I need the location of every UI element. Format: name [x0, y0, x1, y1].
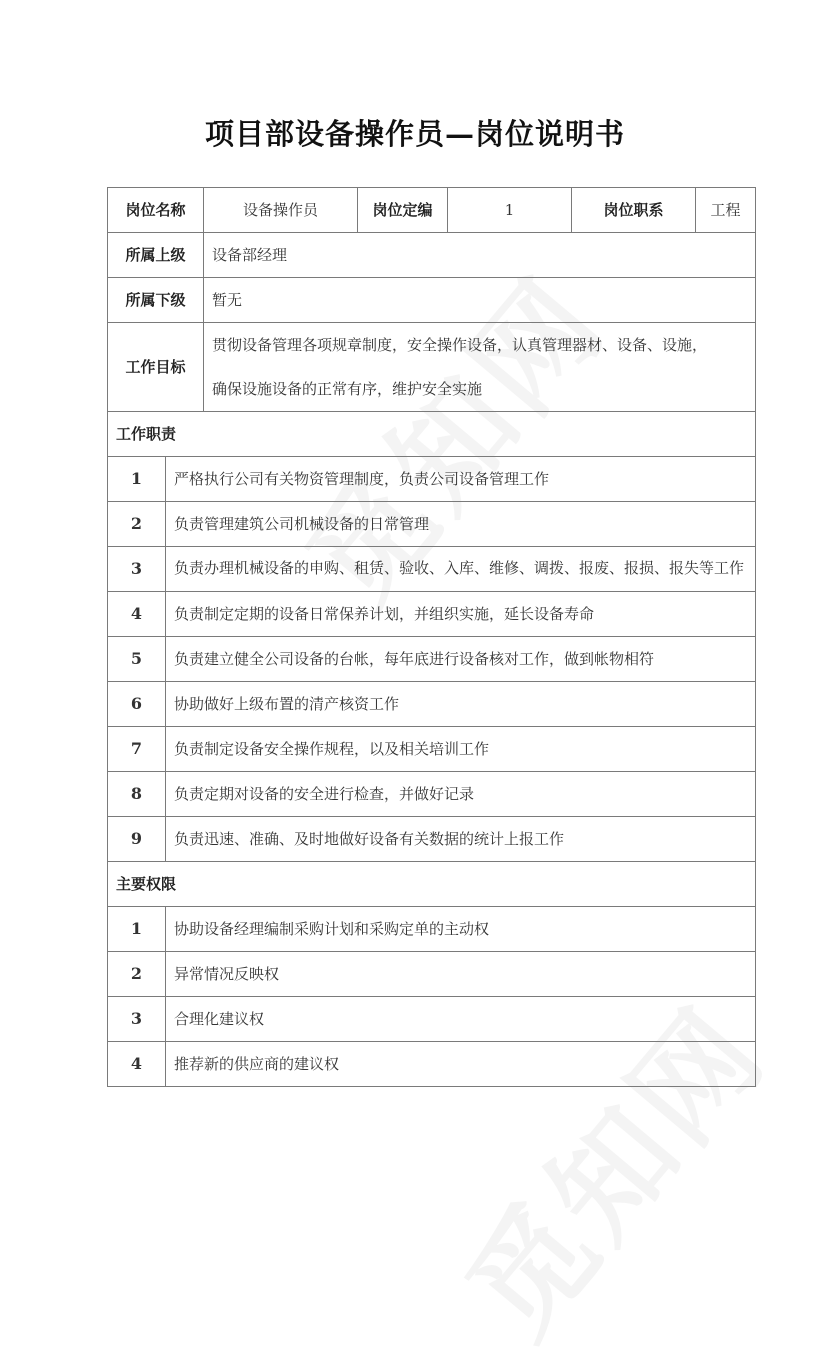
duty-number: 2 — [108, 502, 166, 547]
authority-text: 异常情况反映权 — [166, 952, 756, 997]
authority-number: 3 — [108, 997, 166, 1042]
authority-number: 1 — [108, 907, 166, 952]
duty-row — [108, 592, 756, 637]
superior-value: 设备部经理 — [204, 233, 756, 278]
goal-line-1: 贯彻设备管理各项规章制度，安全操作设备，认真管理器材、设备、设施， — [212, 336, 708, 354]
duty-text: 负责建立健全公司设备的台帐，每年底进行设备核对工作，做到帐物相符 — [166, 637, 756, 682]
header-row — [108, 188, 756, 233]
duty-number: 6 — [108, 682, 166, 727]
headcount-label: 岗位定编 — [358, 188, 448, 233]
authority-row — [108, 997, 756, 1042]
duty-number: 1 — [108, 457, 166, 502]
authority-section-row — [108, 862, 756, 907]
authority-section-title: 主要权限 — [108, 862, 756, 907]
goal-label: 工作目标 — [108, 323, 204, 412]
authority-number: 2 — [108, 952, 166, 997]
superior-row — [108, 233, 756, 278]
duty-text: 负责定期对设备的安全进行检查，并做好记录 — [166, 772, 756, 817]
superior-label: 所属上级 — [108, 233, 204, 278]
duty-text: 严格执行公司有关物资管理制度，负责公司设备管理工作 — [166, 457, 756, 502]
position-name-value: 设备操作员 — [204, 188, 358, 233]
duty-row — [108, 502, 756, 547]
duty-text: 协助做好上级布置的清产核资工作 — [166, 682, 756, 727]
authority-text: 协助设备经理编制采购计划和采购定单的主动权 — [166, 907, 756, 952]
subordinate-label: 所属下级 — [108, 278, 204, 323]
authority-row — [108, 907, 756, 952]
authority-row — [108, 952, 756, 997]
authority-row — [108, 1042, 756, 1087]
headcount-value: 1 — [448, 188, 572, 233]
job-family-value: 工程 — [696, 188, 756, 233]
duty-row — [108, 817, 756, 862]
duty-row — [108, 547, 756, 592]
duty-row — [108, 637, 756, 682]
goal-line-2: 确保设施设备的正常有序，维护安全实施 — [212, 380, 483, 398]
duty-number: 3 — [108, 547, 166, 592]
job-family-label: 岗位职系 — [572, 188, 696, 233]
authority-text: 推荐新的供应商的建议权 — [166, 1042, 756, 1087]
duty-row — [108, 772, 756, 817]
authority-text: 合理化建议权 — [166, 997, 756, 1042]
duty-number: 5 — [108, 637, 166, 682]
goal-value — [204, 323, 756, 412]
duty-number: 4 — [108, 592, 166, 637]
duty-text: 负责制定定期的设备日常保养计划，并组织实施，延长设备寿命 — [166, 592, 756, 637]
subordinate-row — [108, 278, 756, 323]
duties-section-title: 工作职责 — [108, 412, 756, 457]
duty-number: 8 — [108, 772, 166, 817]
page-title: 项目部设备操作员—岗位说明书 — [204, 117, 625, 151]
duty-text: 负责办理机械设备的申购、租赁、验收、入库、维修、调拨、报废、报损、报失等工作 — [166, 547, 756, 592]
position-name-label: 岗位名称 — [108, 188, 204, 233]
job-description-table — [107, 187, 756, 1087]
duty-text: 负责制定设备安全操作规程，以及相关培训工作 — [166, 727, 756, 772]
duties-section-row — [108, 412, 756, 457]
duty-row — [108, 727, 756, 772]
duty-text: 负责管理建筑公司机械设备的日常管理 — [166, 502, 756, 547]
duty-number: 7 — [108, 727, 166, 772]
duty-row — [108, 457, 756, 502]
duty-number: 9 — [108, 817, 166, 862]
duty-row — [108, 682, 756, 727]
duty-text: 负责迅速、准确、及时地做好设备有关数据的统计上报工作 — [166, 817, 756, 862]
goal-row — [108, 323, 756, 412]
subordinate-value: 暂无 — [204, 278, 756, 323]
authority-number: 4 — [108, 1042, 166, 1087]
